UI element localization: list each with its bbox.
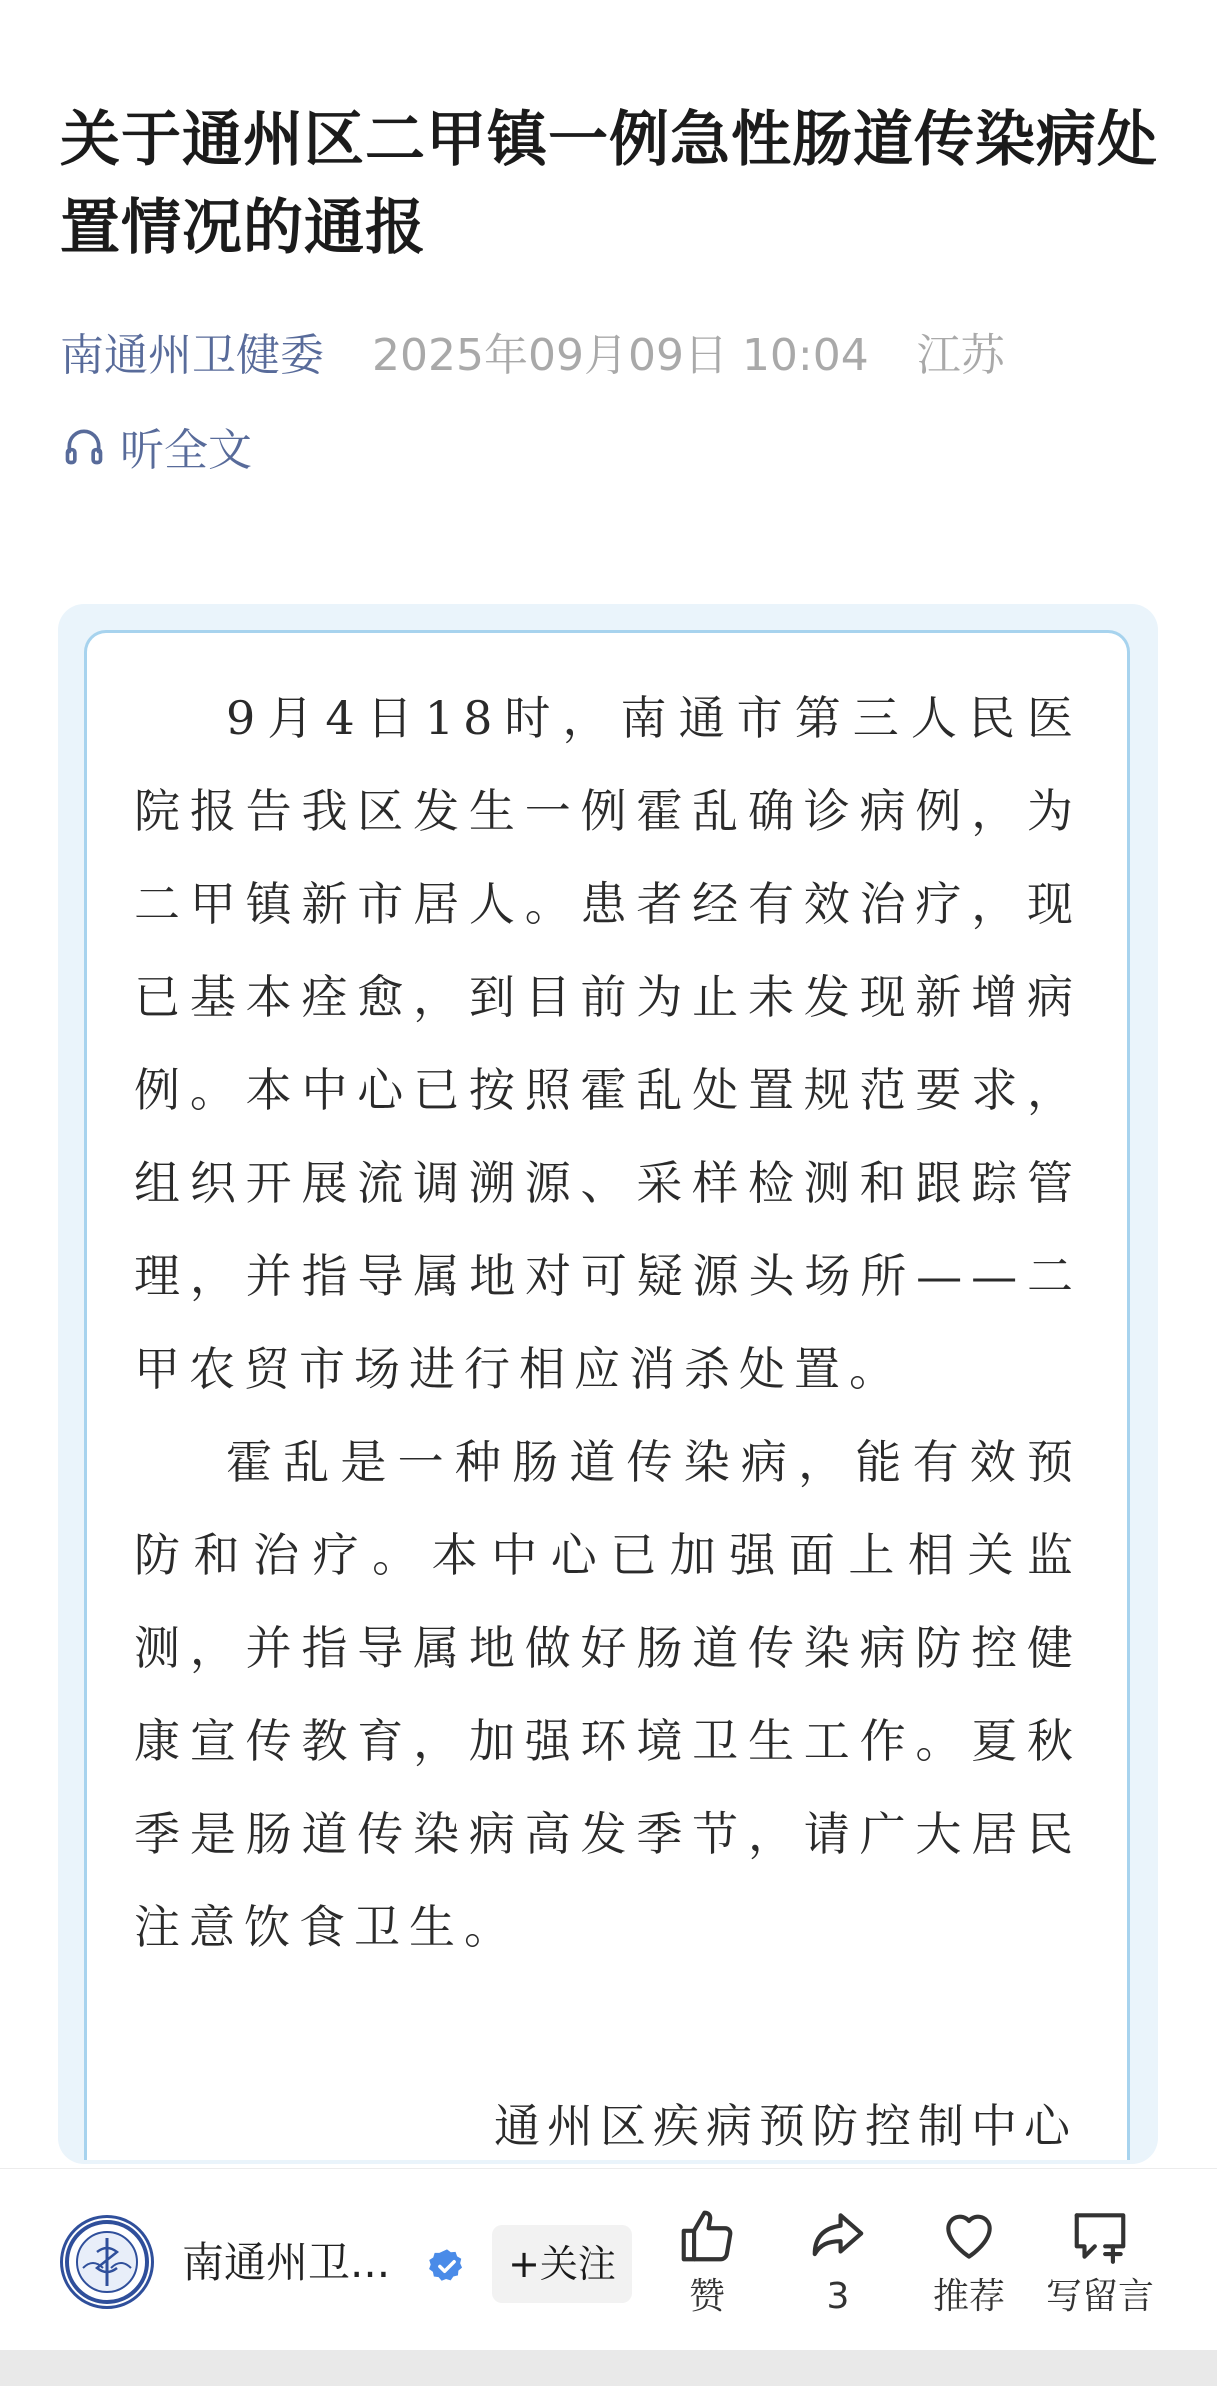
logo-emblem — [63, 2218, 151, 2306]
account-name[interactable]: 南通州卫... — [182, 2238, 391, 2287]
follow-button[interactable]: +关注 — [492, 2225, 632, 2303]
account-avatar[interactable] — [60, 2215, 154, 2309]
share-count: 3 — [826, 2276, 850, 2317]
like-label: 赞 — [688, 2276, 725, 2317]
comment-label: 写留言 — [1045, 2276, 1154, 2317]
like-button[interactable] — [642, 2205, 772, 2319]
recommend-label: 推荐 — [932, 2276, 1005, 2317]
article-body — [134, 672, 1082, 1974]
verified-badge-icon — [428, 2247, 466, 2285]
author-link[interactable]: 南通州卫健委 — [60, 330, 324, 381]
share-arrow-icon — [807, 2205, 869, 2267]
comment-button[interactable] — [1035, 2205, 1165, 2319]
signature: 通州区疾病预防控制中心 — [494, 2099, 1077, 2153]
article-title: 关于通州区二甲镇一例急性肠道传染病处置情况的通报 — [60, 105, 1158, 263]
publish-location: 江苏 — [916, 330, 1005, 381]
bottom-action-bar — [0, 2168, 1217, 2351]
headphones-icon — [62, 424, 106, 468]
article-meta — [60, 326, 1005, 386]
comment-plus-icon — [1069, 2205, 1131, 2267]
recommend-button[interactable] — [904, 2205, 1034, 2319]
body-paragraph-2: 霍乱是一种肠道传染病，能有效预防和治疗。本中心已加强面上相关监测，并指导属地做好肠道传染病防控健康宣传教育，加强环境卫生工作。夏秋季是肠道传染病高发季节，请广大居民注意饮食卫生。 — [134, 1435, 1082, 1954]
heart-icon — [938, 2205, 1000, 2267]
system-navigation-bar — [0, 2350, 1217, 2386]
listen-label: 听全文 — [120, 425, 252, 476]
thumbs-up-icon — [676, 2205, 738, 2267]
body-paragraph-1: 9月4日18时，南通市第三人民医院报告我区发生一例霍乱确诊病例，为二甲镇新市居人。患者经有效治疗，现已基本痊愈，到目前为止未发现新增病例。本中心已按照霍乱处置规范要求，组织开展流调溯源、采样检测和跟踪管理，并指导属地对可疑源头场所——二甲农贸市场进行相应消杀处置。 — [134, 691, 1082, 1396]
share-button[interactable] — [773, 2205, 903, 2319]
listen-button[interactable] — [62, 416, 252, 476]
publish-datetime: 2025年09月09日 10:04 — [372, 330, 869, 381]
